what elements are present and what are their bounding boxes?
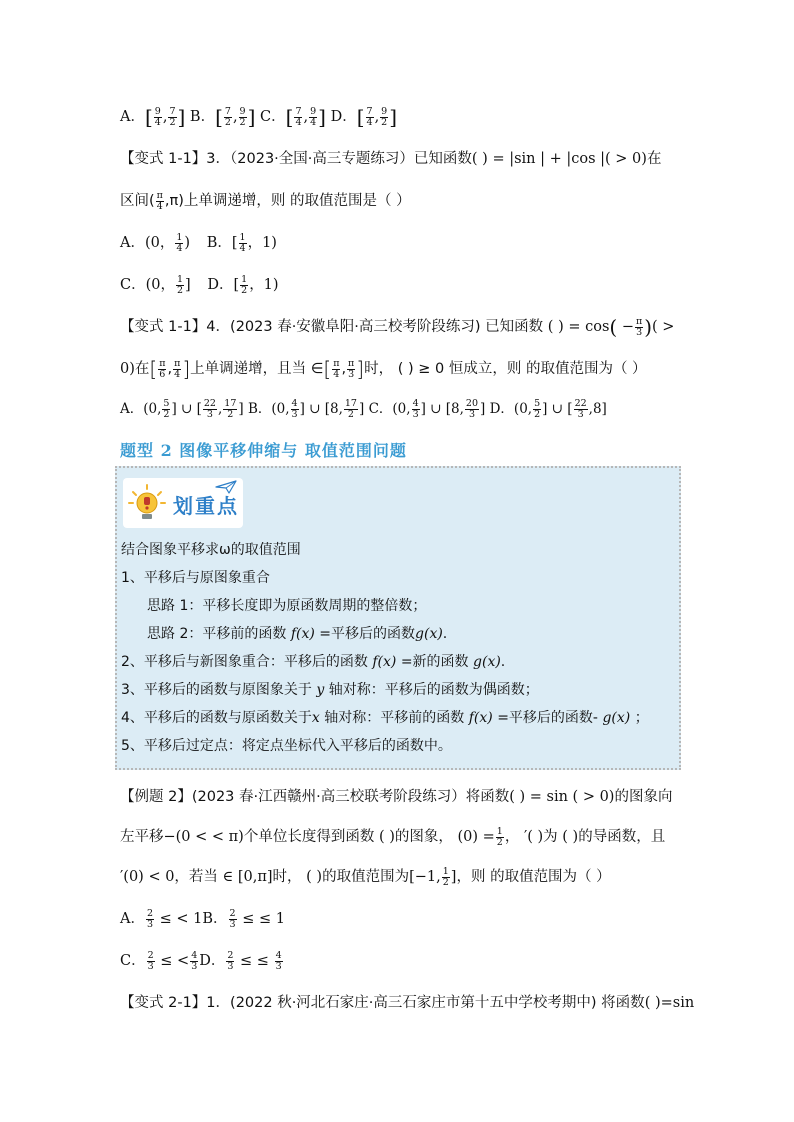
key-line-1a: 思路 1：平移长度即为原函数周期的整倍数；	[147, 598, 427, 614]
variant-1-1-3-options-cd: C．(0， $\frac{1}{2}$ ] D．[ $\frac{1}{2}$ ，1)	[120, 273, 279, 296]
variant-1-1-3-options-ab: A．(0， $\frac{1}{4}$ ) B．[ $\frac{1}{4}$ ，1)	[120, 231, 277, 254]
prev-question-options: A．[ $\frac{9}{4}$ , $\frac{7}{2}$ ] B．[ $\frac{7}{2}$ , $\frac{9}{2}$ ] C．[ $\frac{7}{4}$ , $\frac{9}{4}$ ] D．[ $\frac{7}{4}$ , $\frac{9}{2}$ ]	[120, 105, 398, 129]
key-line-4: 4、平移后的函数与原函数关于x 轴对称：平移前的函数 f(x) =平移后的函数- g(x) ；	[121, 710, 649, 726]
example-2-stem: 【例题 2】(2023 春·江西赣州·高三校联考阶段练习）将函数( ) = sin ( > 0)的图象向	[120, 789, 673, 805]
key-line-1: 1、平移后与原图象重合	[121, 570, 270, 586]
variant-2-1-1-stem: 【变式 2-1】1．(2022 秋·河北石家庄·高三石家庄市第十五中学校考期中) 将函数( )=sin	[120, 995, 695, 1011]
option-c-label: C．	[260, 109, 286, 125]
example-2-stem-line3: ′(0) < 0，若当 ∈ [0,π]时， ( )的取值范围为[−1, $\frac{1}{2}$ ]，则 的取值范围为（ ）	[120, 865, 611, 888]
key-points-box	[115, 466, 681, 770]
example-2-options-cd: C． $\frac{2}{3}$ ≤ < $\frac{4}{3}$ D． $\frac{2}{3}$ ≤ ≤ $\frac{4}{3}$	[120, 949, 282, 972]
variant-1-1-4-stem-line2: 0)在[ $\frac{\pi}{6}$ , $\frac{\pi}{4}$ ]上单调递增，且当 ∈[ $\frac{\pi}{4}$ , $\frac{\pi}{3}$ ]时， ( ) ≥ 0 恒成立，则 的取值范围为（ ）	[120, 357, 647, 381]
option-b-label: B．	[189, 109, 216, 125]
key-line-2: 2、平移后与新图象重合：平移后的函数 f(x) =新的函数 g(x).	[121, 654, 506, 670]
question-tag: 【变式 2-1】	[120, 995, 207, 1011]
variant-1-1-3-stem: 【变式 1-1】3．（2023·全国·高三专题练习）已知函数( ) = |sin | + |cos |( > 0)在	[120, 151, 662, 167]
lightbulb-icon	[127, 483, 167, 523]
paper-plane-icon	[215, 480, 237, 494]
variant-1-1-4-stem: 【变式 1-1】4．(2023 春·安徽阜阳·高三校考阶段练习) 已知函数 ( ) = cos( − $\frac{\pi}{3}$ )( >	[120, 315, 675, 339]
badge-text: 划重点	[173, 494, 239, 518]
key-line-intro: 结合图象平移求ω的取值范围	[121, 542, 301, 558]
key-line-5: 5、平移后过定点：将定点坐标代入平移后的函数中。	[121, 738, 452, 754]
key-line-3: 3、平移后的函数与原图象关于 y 轴对称：平移后的函数为偶函数；	[121, 682, 539, 698]
option-d-label: D．	[330, 109, 357, 125]
question-tag: 【例题 2】	[120, 789, 192, 805]
option-a-label: A．	[120, 109, 145, 125]
variant-1-1-3-stem-line2: 区间( $\frac{\pi}{4}$ ,π)上单调递增，则 的取值范围是（ ）	[120, 189, 411, 212]
section-title: 题型 2 图像平移伸缩与 取值范围问题	[120, 441, 407, 460]
question-tag: 【变式 1-1】	[120, 151, 207, 167]
question-tag: 【变式 1-1】	[120, 319, 207, 335]
key-line-1b: 思路 2：平移前的函数 f(x) =平移后的函数g(x).	[147, 626, 448, 642]
example-2-options-ab: A． $\frac{2}{3}$ ≤ < 1B． $\frac{2}{3}$ ≤ ≤ 1	[120, 907, 285, 930]
key-points-badge	[123, 478, 243, 528]
example-2-stem-line2: 左平移−(0 < < π)个单位长度得到函数 ( )的图象， (0) = $\frac{1}{2}$ ， ′( )为 ( )的导函数，且	[120, 825, 666, 848]
variant-1-1-4-options: A．(0, $\frac{5}{2}$ ] ∪ [ $\frac{22}{3}$ , $\frac{17}{2}$ ] B．(0, $\frac{4}{3}$ ] ∪ [8, $\frac{17}{2}$ ] C．(0, $\frac{4}{3}$ ] ∪ [8, $\frac{20}{3}$ ] D．(0, $\frac{5}{2}$ ] ∪ [ $\frac{22}{3}$ ,8]	[120, 398, 607, 420]
fraction: $\frac{9}{4}$	[154, 105, 161, 128]
